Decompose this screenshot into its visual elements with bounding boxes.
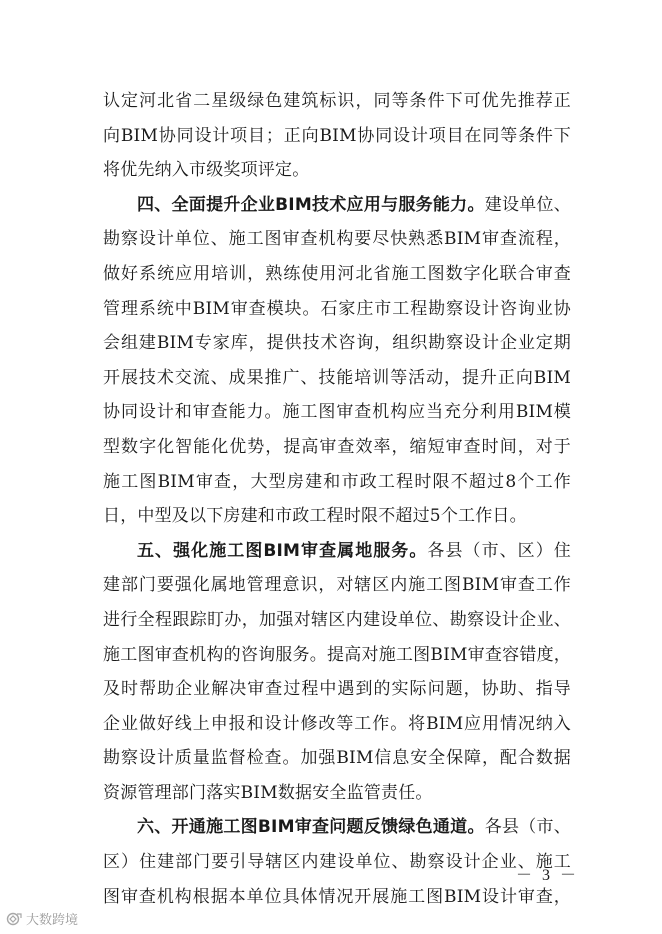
text-line: 勘察设计质量监督检查。加强BIM信息安全保障，配合数据 bbox=[103, 748, 571, 769]
text-line: 管理系统中BIM审查模块。石家庄市工程勘察设计咨询业协 bbox=[103, 298, 571, 319]
section-6-heading: 六、开通施工图BIM审查问题反馈绿色通道。 bbox=[137, 817, 485, 838]
body-text bbox=[103, 84, 571, 914]
text-span: 建设单位、 bbox=[484, 194, 571, 215]
text-span: 各县（市、 bbox=[484, 817, 571, 838]
brand-logo-icon bbox=[6, 912, 22, 926]
text-line: 协同设计和审查能力。施工图审查机构应当充分利用BIM模 bbox=[103, 402, 571, 423]
watermark bbox=[6, 909, 78, 928]
text-line: 建部门要强化属地管理意识，对辖区内施工图BIM审查工作 bbox=[103, 575, 571, 596]
text-line: 会组建BIM专家库，提供技术咨询，组织勘察设计企业定期 bbox=[103, 333, 571, 354]
section-5-heading: 五、强化施工图BIM审查属地服务。 bbox=[137, 540, 428, 561]
text-line: 开展技术交流、成果推广、技能培训等活动，提升正向BIM bbox=[103, 367, 571, 388]
text-line: 做好系统应用培训，熟练使用河北省施工图数字化联合审查 bbox=[103, 263, 571, 284]
section-4-heading: 四、全面提升企业BIM技术应用与服务能力。 bbox=[137, 194, 485, 215]
section-4-first-line bbox=[103, 188, 571, 223]
text-span: 各县（市、区）住 bbox=[427, 540, 571, 561]
text-line: 施工图审查机构的咨询服务。提高对施工图BIM审查容错度， bbox=[103, 644, 571, 665]
watermark-text: 大数跨境 bbox=[26, 913, 79, 928]
section-6-first-line bbox=[103, 810, 571, 845]
text-line: 施工图BIM审查，大型房建和市政工程时限不超过8个工作 bbox=[103, 471, 571, 492]
text-line: 认定河北省二星级绿色建筑标识，同等条件下可优先推荐正 bbox=[103, 91, 571, 111]
text-line: 企业做好线上申报和设计修改等工作。将BIM应用情况纳入 bbox=[103, 713, 571, 734]
text-line: 区）住建部门要引导辖区内建设单位、勘察设计企业、施工 bbox=[103, 852, 571, 873]
text-line: 资源管理部门落实BIM数据安全监管责任。 bbox=[103, 782, 433, 803]
text-line: 勘察设计单位、施工图审查机构要尽快熟悉BIM审查流程， bbox=[103, 229, 571, 250]
text-line: 图审查机构根据本单位具体情况开展施工图BIM设计审查， bbox=[103, 886, 571, 907]
text-line: 型数字化智能化优势，提高审查效率，缩短审查时间，对于 bbox=[103, 436, 571, 457]
text-line: 及时帮助企业解决审查过程中遇到的实际问题，协助、指导 bbox=[103, 679, 571, 700]
text-line: 将优先纳入市级奖项评定。 bbox=[103, 160, 310, 181]
text-line: 日，中型及以下房建和市政工程时限不超过5个工作日。 bbox=[103, 506, 527, 527]
text-line: 进行全程跟踪盯办，加强对辖区内建设单位、勘察设计企业、 bbox=[103, 609, 571, 630]
section-5-first-line bbox=[103, 534, 571, 569]
text-line: 向BIM协同设计项目；正向BIM协同设计项目在同等条件下 bbox=[103, 125, 571, 146]
page-number: － 3 － bbox=[516, 867, 580, 884]
